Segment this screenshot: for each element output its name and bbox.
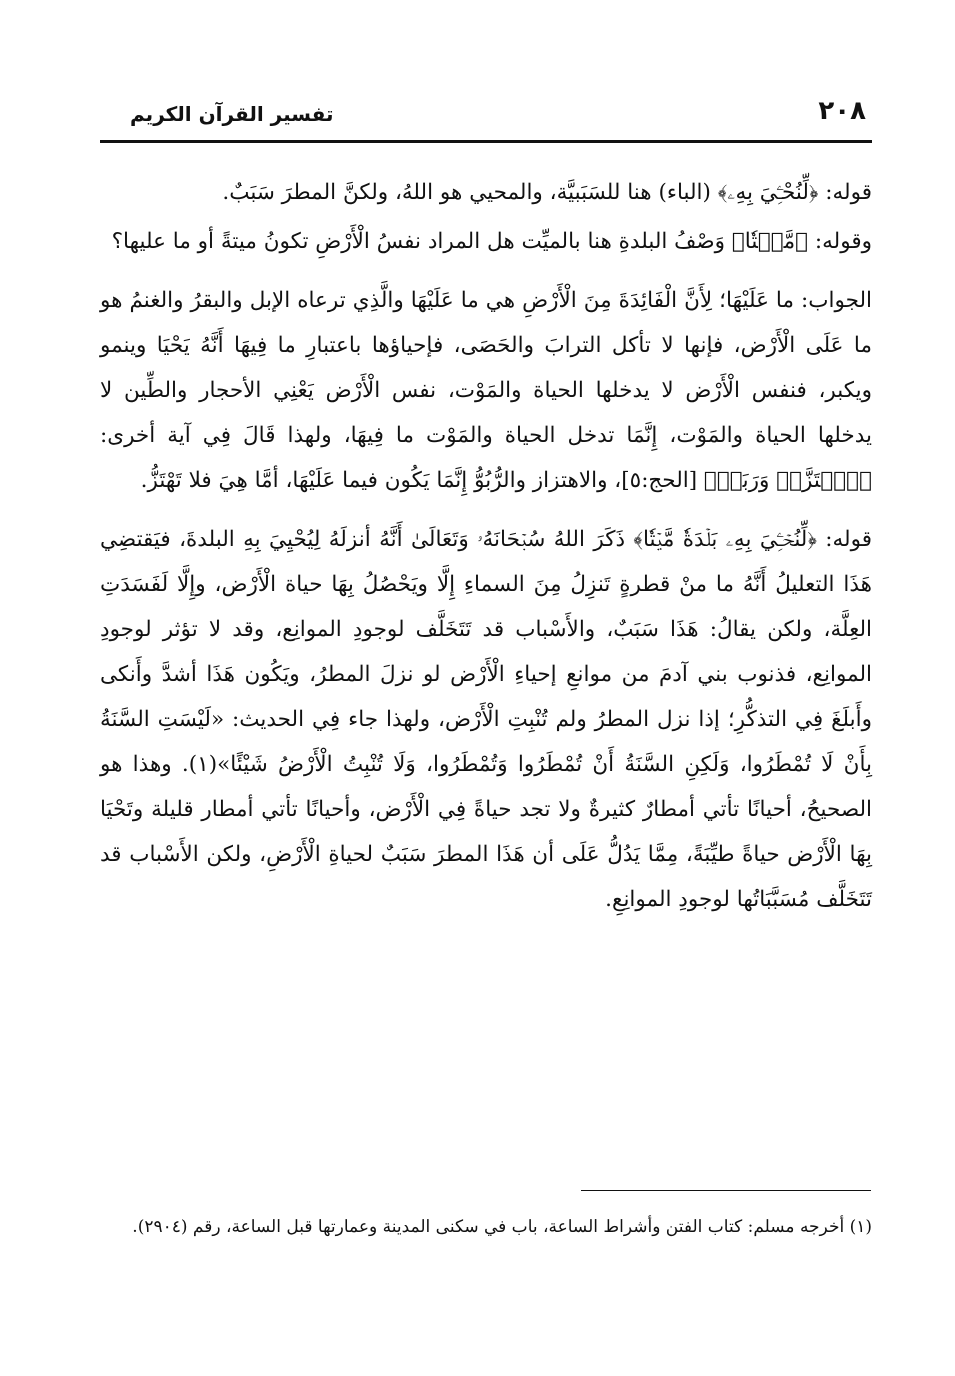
footnote-divider [581, 1190, 871, 1191]
page-number: ٢٠٨ [818, 96, 866, 126]
main-text [100, 170, 872, 936]
paragraph: الجواب: ما عَلَيْهَا؛ لِأَنَّ الْفَائِدَةَ مِنَ الْأَرْضِ هي ما عَلَيْهَا والَّذِي ترعاه الإبل والبقرُ والغنمُ هو ما عَلَى الْأَرْض، فإنها لا تأكل الترابَ والحَصَى، فإحياؤها باعتبارِ ما فِيهَا أَنَّهُ يَحْيَا وينمو ويكبر، فنفس الْأَرْض لا يدخلها الحياة والمَوْت، نفس الْأَرْض يَعْنِي الأحجار والطِّين لا يدخلها الحياة والمَوْت، إِنَّمَا تدخل الحياة والمَوْت ما فِيهَا، ولهذا قَالَ فِي آية أخرى: ﴿ٱهۡتَزَّتۡ وَرَبَتۡ﴾ [الحج:٥]، والاهتزاز والرُّبُوُّ إِنَّمَا يَكُون فيما عَلَيْهَا، أمَّا هِيَ فلا تَهْتَزُّ. [100, 288, 872, 493]
running-title: تفسير القرآن الكريم [130, 102, 334, 126]
paragraph: قوله: ﴿لِّنُحْـِۧيَ بِهِۦ﴾ (الباء) هنا للسَبَبيَّة، والمحيي هو اللهُ، ولكنَّ المطرَ سَبَبٌ. [222, 180, 872, 205]
paragraph: وقوله: ﴿مَّيۡتٗا﴾ وَصْفُ البلدةِ هنا بالميِّت هل المراد نفسُ الْأَرْضِ تكونُ ميتةً أو ما عليها؟ [111, 229, 872, 254]
footnote: (١) أخرجه مسلم: كتاب الفتن وأشراط الساعة، باب في سكنى المدينة وعمارتها قبل الساعة، رقم (٢٩٠٤). [132, 1217, 872, 1237]
page-header [100, 92, 872, 143]
paragraph: قوله: ﴿لِّنُحۡـِۧيَ بِهِۦ بَلۡدَةٗ مَّيۡتٗا﴾ ذَكَرَ اللهُ سُبۡحَانَهُۥ وَتَعَالَىٰ أَنَّهُ أنزلَهُ لِيُحْيِيَ بِهِ البلدةَ، فيَقتضِي هَذَا التعليلُ أَنَّهُ ما منْ قطرةٍ تَنزِلُ مِنَ السماءِ إِلَّا ويَحْصُلُ بِهَا حياة الْأَرْض، وإِلَّا لَفَسَدَتِ العِلَّة، ولكن يقالُ: هَذَا سَبَبٌ، والأَسْباب قد تَتَخَلَّف لوجودِ الموانِع، وقد لا تؤثر لوجودِ الموانِع، فذنوب بني آدمَ من موانعِ إحياءِ الْأَرْض لو نزلَ المطرُ، ويَكُون هَذَا أشدَّ وأَنكى وأَبلَغَ فِي التذكُّرِ؛ إذا نزل المطرُ ولم تُنْبِتِ الْأَرْض، ولهذا جاء فِي الحديث: «لَيْسَتِ السَّنَةُ بِأَنْ لَا تُمْطَرُوا، وَلَكِنِ السَّنَةُ أَنْ تُمْطَرُوا وَتُمْطَرُوا، وَلَا تُنْبِتُ الْأَرْضُ شَيْئًا»(١). وهذا هو الصحيحُ، أحيانًا تأتي أمطارٌ كثيرةٌ ولا تجد حياةً فِي الْأَرْض، وأحيانًا تأتي أمطار قليلة وتَحْيَا بِهَا الْأَرْض حياةً طيِّبَةً، مِمَّا يَدُلُّ عَلَى أن هَذَا المطرَ سَبَبٌ لحياةِ الْأَرْضِ، ولكن الأَسْباب قد تَتَخَلَّف مُسَبَّبَاتُها لوجودِ الموانِعِ. [100, 527, 872, 912]
